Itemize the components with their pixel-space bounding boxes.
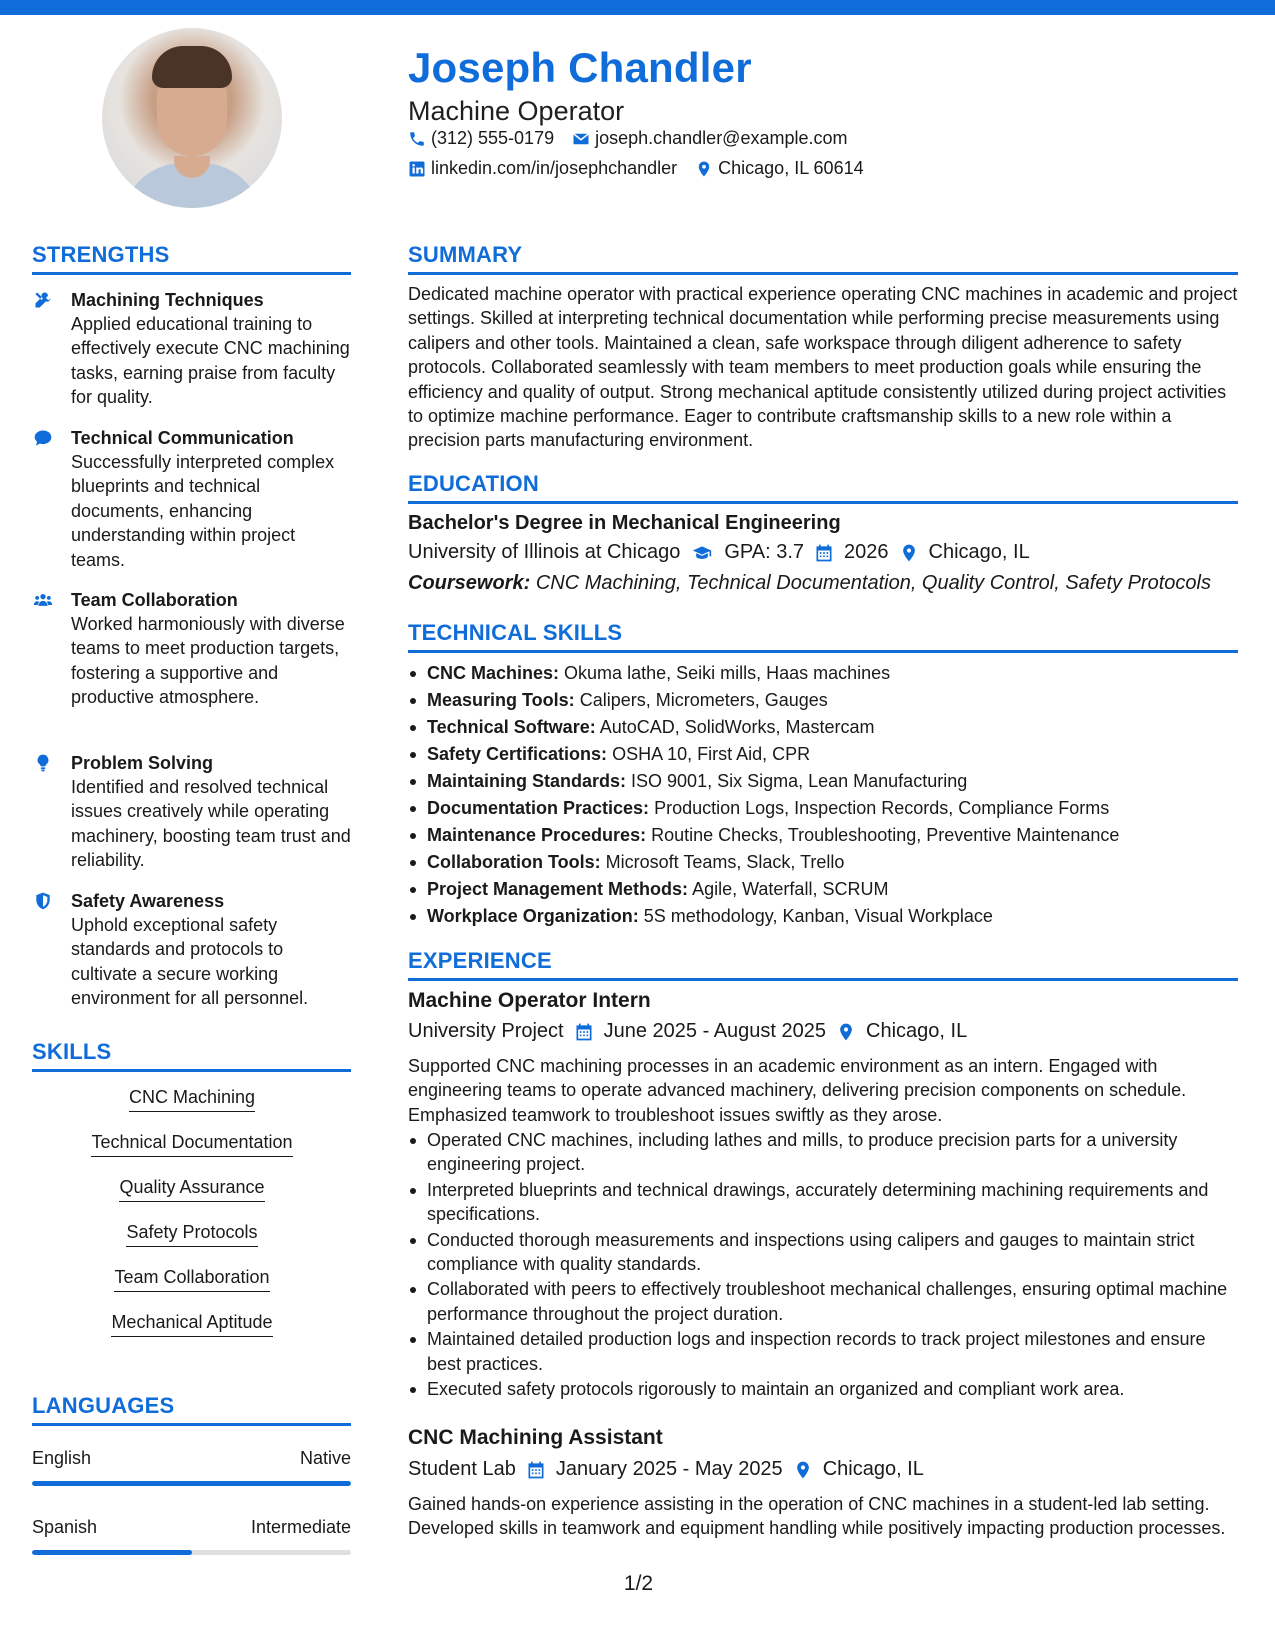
- skill-label: Team Collaboration: [114, 1267, 269, 1292]
- calendar-icon: [526, 1460, 546, 1480]
- proficiency-fill: [32, 1550, 192, 1555]
- strengths-heading: STRENGTHS: [32, 242, 170, 267]
- top-accent-bar: [0, 0, 1275, 15]
- map-pin-icon: [899, 543, 919, 563]
- summary-heading: SUMMARY: [408, 242, 523, 267]
- list-item: [408, 769, 1238, 796]
- skill-chip: [32, 1177, 352, 1202]
- strength-description: Worked harmoniously with diverse teams to meet production targets, fostering a supportive and productive atmosphere.: [71, 614, 345, 708]
- list-item: Executed safety protocols rigorously to maintain an organized and compliant work area.: [408, 1377, 1238, 1401]
- list-item: [408, 661, 1238, 688]
- job-organization: University Project: [408, 1020, 564, 1042]
- summary-rule: [408, 272, 1238, 275]
- skill-chip: [32, 1087, 352, 1112]
- language-name: Spanish: [32, 1517, 98, 1537]
- degree-title: Bachelor's Degree in Mechanical Engineering: [408, 512, 841, 534]
- strength-title: Safety Awareness: [71, 891, 225, 911]
- map-pin-icon: [836, 1022, 856, 1042]
- list-item: [408, 904, 1238, 931]
- language-item: [32, 1517, 351, 1555]
- phone-contact[interactable]: [408, 128, 554, 149]
- candidate-title: Machine Operator: [408, 96, 625, 126]
- tech-skill-label: Workplace Organization:: [427, 906, 639, 926]
- list-item: Interpreted blueprints and technical drawings, accurately determining machining requirements and specifications.: [408, 1178, 1238, 1227]
- job-meta: [408, 1020, 967, 1043]
- job-dates: January 2025 - May 2025: [555, 1458, 783, 1480]
- list-item: [408, 715, 1238, 742]
- email-text: joseph.chandler@example.com: [595, 128, 848, 148]
- tech-skill-value: Microsoft Teams, Slack, Trello: [605, 852, 845, 872]
- skills-rule: [32, 1069, 351, 1072]
- skill-label: Safety Protocols: [126, 1222, 257, 1247]
- list-item: [408, 742, 1238, 769]
- language-name: English: [32, 1448, 92, 1468]
- language-level: Intermediate: [250, 1517, 351, 1537]
- linkedin-text: linkedin.com/in/josephchandler: [431, 158, 678, 178]
- shield-icon: [32, 891, 54, 911]
- skill-label: Quality Assurance: [119, 1177, 264, 1202]
- job-summary: Supported CNC machining processes in an academic environment as an intern. Engaged with engineering teams to operate advanced machinery, delivering precision components on schedule. Emphasized teamwork to troubleshoot issues swiftly as they arose.: [408, 1056, 1187, 1125]
- location-contact: [695, 158, 863, 179]
- job-title: CNC Machining Assistant: [408, 1426, 663, 1449]
- language-item: [32, 1448, 351, 1486]
- skill-chip: [32, 1132, 352, 1157]
- tech-skill-value: Okuma lathe, Seiki mills, Haas machines: [564, 663, 891, 683]
- school-name: University of Illinois at Chicago: [408, 541, 681, 563]
- tech-skill-value: Calipers, Micrometers, Gauges: [579, 690, 828, 710]
- tools-icon: [32, 290, 54, 310]
- map-pin-icon: [793, 1460, 813, 1480]
- strength-title: Problem Solving: [71, 753, 214, 773]
- list-item: [408, 823, 1238, 850]
- tech-skill-label: Measuring Tools:: [427, 690, 575, 710]
- candidate-name: Joseph Chandler: [408, 44, 752, 91]
- tech-skill-value: AutoCAD, SolidWorks, Mastercam: [599, 717, 875, 737]
- strength-title: Machining Techniques: [71, 290, 264, 310]
- tech-skill-label: Technical Software:: [427, 717, 596, 737]
- tech-skill-value: Production Logs, Inspection Records, Compliance Forms: [654, 798, 1110, 818]
- list-item: [408, 796, 1238, 823]
- tech-skill-label: Safety Certifications:: [427, 744, 608, 764]
- job-meta: [408, 1458, 924, 1481]
- chat-bubble-icon: [32, 428, 54, 448]
- skill-label: CNC Machining: [129, 1087, 255, 1112]
- strength-description: Successfully interpreted complex blueprints and technical documents, enhancing understanding within project teams.: [71, 452, 335, 570]
- list-item: [408, 877, 1238, 904]
- tech-skill-label: Project Management Methods:: [427, 879, 689, 899]
- contact-row-2: [408, 158, 864, 179]
- education-meta: [408, 541, 1030, 564]
- tech-skill-value: 5S methodology, Kanban, Visual Workplace: [643, 906, 993, 926]
- strength-title: Team Collaboration: [71, 590, 238, 610]
- technical-skills-heading: TECHNICAL SKILLS: [408, 620, 623, 645]
- linkedin-icon: [408, 160, 426, 178]
- list-item: [408, 850, 1238, 877]
- coursework: [408, 572, 1211, 595]
- languages-heading: LANGUAGES: [32, 1393, 175, 1418]
- strength-description: Uphold exceptional safety standards and protocols to cultivate a secure working environment for all personnel.: [71, 915, 309, 1009]
- strength-item: [32, 588, 352, 710]
- tech-skill-value: OSHA 10, First Aid, CPR: [612, 744, 811, 764]
- job-dates: June 2025 - August 2025: [603, 1020, 827, 1042]
- linkedin-contact[interactable]: [408, 158, 677, 179]
- list-item: Collaborated with peers to effectively troubleshoot mechanical challenges, ensuring optimal machine performance throughout the project duration.: [408, 1277, 1238, 1326]
- list-item: Operated CNC machines, including lathes and mills, to produce precision parts for a university engineering project.: [408, 1128, 1238, 1177]
- list-item: Conducted thorough measurements and inspections using calipers and gauges to maintain strict compliance with quality standards.: [408, 1228, 1238, 1277]
- users-icon: [32, 590, 54, 610]
- graduation-year: 2026: [844, 541, 889, 563]
- coursework-list: CNC Machining, Technical Documentation, Quality Control, Safety Protocols: [535, 572, 1211, 594]
- calendar-icon: [814, 543, 834, 563]
- location-text: Chicago, IL 60614: [718, 158, 864, 178]
- job-organization: Student Lab: [408, 1458, 516, 1480]
- calendar-icon: [574, 1022, 594, 1042]
- strength-description: Applied educational training to effectively execute CNC machining tasks, earning praise from faculty for quality.: [71, 314, 350, 408]
- lightbulb-icon: [32, 753, 54, 773]
- strength-item: [32, 288, 352, 410]
- tech-skill-value: ISO 9001, Six Sigma, Lean Manufacturing: [631, 771, 968, 791]
- graduation-cap-icon: [690, 543, 714, 563]
- strength-item: [32, 751, 352, 873]
- strength-description: Identified and resolved technical issues creatively while operating machinery, boosting team trust and reliability.: [71, 777, 351, 871]
- skill-label: Mechanical Aptitude: [111, 1312, 272, 1337]
- coursework-label: Coursework:: [408, 572, 531, 594]
- skill-chip: [32, 1222, 352, 1247]
- proficiency-bar: [32, 1481, 351, 1486]
- job-summary: Gained hands-on experience assisting in the operation of CNC machines in a student-led lab setting. Developed skills in teamwork and equipment handling while positively impacting production processes.: [408, 1494, 1226, 1539]
- email-contact[interactable]: [572, 128, 847, 149]
- phone-text: (312) 555-0179: [431, 128, 555, 148]
- skill-chip: [32, 1312, 352, 1337]
- strength-item: [32, 426, 352, 572]
- experience-rule: [408, 978, 1238, 981]
- skills-heading: SKILLS: [32, 1039, 112, 1064]
- page-number: 1/2: [623, 1572, 654, 1595]
- tech-skill-label: CNC Machines:: [427, 663, 560, 683]
- languages-rule: [32, 1423, 351, 1426]
- education-heading: EDUCATION: [408, 471, 539, 496]
- job-location: Chicago, IL: [866, 1020, 968, 1042]
- technical-skills-rule: [408, 650, 1238, 653]
- profile-photo: [102, 28, 282, 208]
- list-item: Maintained detailed production logs and inspection records to track project milestones and ensure best practices.: [408, 1327, 1238, 1376]
- tech-skill-label: Collaboration Tools:: [427, 852, 601, 872]
- job-title: Machine Operator Intern: [408, 989, 651, 1012]
- map-pin-icon: [695, 160, 713, 178]
- gpa-text: GPA: 3.7: [724, 541, 805, 563]
- summary-text: Dedicated machine operator with practical experience operating CNC machines in academic and project settings. Skilled at interpreting technical documentation while performing precise measurements using calipers and other tools. Maintained a clean, safe workspace through diligent adherence to safety protocols. Collaborated seamlessly with team members to meet production goals while ensuring the efficiency and quality of output. Strong mechanical aptitude consistently utilized during project activities to optimize machine performance. Eager to contribute craftsmanship skills to a new role within a precision parts manufacturing environment.: [408, 284, 1238, 451]
- education-location: Chicago, IL: [928, 541, 1030, 563]
- strength-item: [32, 889, 352, 1011]
- job-location: Chicago, IL: [822, 1458, 924, 1480]
- proficiency-fill: [32, 1481, 351, 1486]
- tech-skill-value: Agile, Waterfall, SCRUM: [692, 879, 889, 899]
- strengths-rule: [32, 272, 351, 275]
- tech-skill-label: Maintaining Standards:: [427, 771, 627, 791]
- technical-skills-list: [408, 661, 1238, 931]
- education-rule: [408, 501, 1238, 504]
- tech-skill-value: Routine Checks, Troubleshooting, Preventive Maintenance: [651, 825, 1120, 845]
- job-bullets: [408, 1128, 1238, 1402]
- skill-label: Technical Documentation: [91, 1132, 292, 1157]
- experience-heading: EXPERIENCE: [408, 948, 552, 973]
- strength-title: Technical Communication: [71, 428, 294, 448]
- envelope-icon: [572, 130, 590, 148]
- list-item: [408, 688, 1238, 715]
- tech-skill-label: Documentation Practices:: [427, 798, 650, 818]
- proficiency-bar: [32, 1550, 351, 1555]
- language-level: Native: [299, 1448, 351, 1468]
- phone-icon: [408, 130, 426, 148]
- tech-skill-label: Maintenance Procedures:: [427, 825, 647, 845]
- contact-row-1: [408, 128, 848, 149]
- skill-chip: [32, 1267, 352, 1292]
